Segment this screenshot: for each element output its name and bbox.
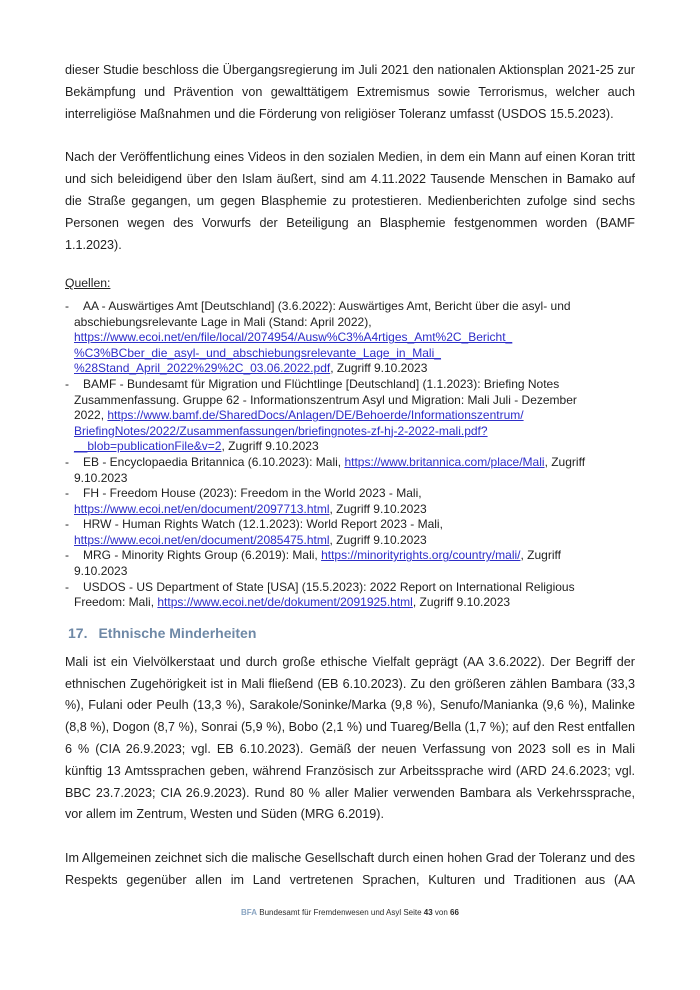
source-link[interactable]: BriefingNotes/2022/Zusammenfassungen/briefingnotes-zf-hj-2-2022-mali.pdf? [74, 423, 488, 438]
source-text: BAMF - Bundesamt für Migration und Flüchtlinge [Deutschland] (1.1.2023): Briefing Notes [83, 376, 560, 391]
source-item [65, 580, 635, 611]
bullet-dash: - [65, 298, 69, 313]
footer-page-total: 66 [450, 908, 459, 917]
source-link[interactable]: https://www.ecoi.net/en/document/2085475.html [74, 532, 330, 547]
bullet-dash: - [65, 579, 69, 594]
source-text: USDOS - US Department of State [USA] (15.5.2023): 2022 Report on International Religious [83, 579, 575, 594]
source-link[interactable]: https://www.bamf.de/SharedDocs/Anlagen/DE/Behoerde/Informationszentrum/ [107, 408, 524, 423]
paragraph-action-plan: dieser Studie beschloss die Übergangsregierung im Juli 2021 den nationalen Aktionsplan 2021-25 zur Bekämpfung und Prävention von gewalttätigem Extremismus sowie Terrorismus, welcher auch interreligiöse Maßnahmen und die Förderung von religiöser Toleranz umfasst (USDOS 15.5.2023). [65, 63, 635, 121]
bullet-dash: - [65, 376, 69, 391]
source-text: FH - Freedom House (2023): Freedom in the World 2023 - Mali, [83, 486, 422, 501]
source-text: Zusammenfassung. Gruppe 62 - Informationszentrum Asyl und Migration: Mali Juli - Dezember [74, 392, 577, 407]
source-text: , Zugriff 9.10.2023 [329, 532, 427, 547]
source-link[interactable]: https://www.ecoi.net/en/file/local/2074954/Ausw%C3%A4rtiges_Amt%2C_Bericht_ [74, 330, 513, 345]
section-body [65, 652, 635, 892]
section-heading [65, 624, 635, 642]
source-text: AA - Auswärtiges Amt [Deutschland] (3.6.2022): Auswärtiges Amt, Bericht über die asyl- und [83, 298, 571, 313]
source-link[interactable]: https://www.ecoi.net/de/dokument/2091925.html [157, 595, 413, 610]
paragraph-tolerance: Im Allgemeinen zeichnet sich die malische Gesellschaft durch einen hohen Grad der Toleranz und des Respekts gegenüber allen im Land vertretenen Sprachen, Kulturen und Traditionen aus (AA [65, 851, 635, 888]
bullet-dash: - [65, 486, 69, 501]
source-item [65, 377, 635, 455]
source-item [65, 486, 635, 517]
sources-heading [65, 276, 635, 292]
source-item [65, 455, 635, 486]
source-item [65, 517, 635, 548]
source-text: HRW - Human Rights Watch (12.1.2023): World Report 2023 - Mali, [83, 517, 443, 532]
source-item [65, 548, 635, 579]
source-text: 9.10.2023 [74, 564, 128, 579]
source-link[interactable]: https://www.ecoi.net/en/document/2097713.html [74, 501, 330, 516]
source-text: , Zugriff 9.10.2023 [221, 439, 319, 454]
source-text: , Zugriff 9.10.2023 [330, 361, 428, 376]
footer-org-name: Bundesamt für Fremdenwesen und Asyl Seite [257, 908, 424, 917]
footer-org-abbr: BFA [241, 908, 258, 917]
source-text: , Zugriff [544, 454, 586, 469]
page-footer [0, 908, 700, 918]
source-text: 2022, [74, 408, 108, 423]
source-text: , Zugriff [520, 548, 561, 563]
source-text: Freedom: Mali, [74, 595, 158, 610]
paragraph-ethnic-groups: Mali ist ein Vielvölkerstaat und durch große ethische Vielfalt geprägt (AA 3.6.2022). Der Begriff der ethnischen Zugehörigkeit ist in Mali fließend (EB 6.10.2023). Zu den größeren zählen Bambara (33,3 %), Fulani oder Peulh (13,3 %), Sarakole/Soninke/Marka (9,8 %), Senufo/Manianka (9,6 %), Malinke (8,8 %), Dogon (8,7 %), Sonrai (5,9 %), Bobo (2,1 %) und Tuareg/Bella (1,7 %); auf den Rest entfallen 6 % (CIA 26.9.2023; vgl. EB 6.10.2023). Gemäß der neuen Verfassung von 2023 soll es in Mali künftig 13 Amtssprachen geben, während Französisch zur Arbeitssprache wird (ARD 24.6.2023; vgl. BBC 23.7.2023; CIA 26.9.2023). Rund 80 % aller Malier verwenden Bambara als Verkehrssprache, vor allem im Zentrum, Westen und Süden (MRG 6.2019). [65, 654, 635, 822]
source-text: EB - Encyclopaedia Britannica (6.10.2023): Mali, [83, 454, 345, 469]
source-text: abschiebungsrelevante Lage in Mali (Stand: April 2022), [74, 314, 372, 329]
footer-page-separator: von [432, 908, 451, 917]
source-text: 9.10.2023 [74, 470, 128, 485]
sources-heading-label: Quellen: [65, 276, 111, 291]
source-text: , Zugriff 9.10.2023 [412, 595, 511, 610]
source-link[interactable]: %C3%BCber_die_asyl-_und_abschiebungsrelevante_Lage_in_Mali_ [74, 345, 441, 360]
footer-page-current: 43 [423, 908, 433, 917]
bullet-dash: - [65, 454, 69, 469]
source-link[interactable]: https://www.britannica.com/place/Mali [344, 454, 545, 469]
source-text: MRG - Minority Rights Group (6.2019): Mali, [83, 548, 322, 563]
source-item [65, 299, 635, 377]
bullet-dash: - [65, 517, 69, 532]
section-number: 17. [68, 624, 88, 641]
bullet-dash: - [65, 548, 69, 563]
section-title: Ethnische Minderheiten [98, 624, 257, 641]
sources-list [65, 299, 635, 611]
paragraph-blasphemy-protest: Nach der Veröffentlichung eines Videos in den sozialen Medien, in dem ein Mann auf einen Koran tritt und sich beleidigend über den Islam äußert, sind am 4.11.2022 Tausende Menschen in Bamako auf die Straße gegangen, um gegen Blasphemie zu protestieren. Medienberichten zufolge sind sechs Personen wegen des Vorwurfs der Beteiligung an Blasphemie festgenommen worden (BAMF 1.1.2023). [65, 150, 635, 252]
source-text: , Zugriff 9.10.2023 [329, 501, 427, 516]
source-link[interactable]: https://minorityrights.org/country/mali/ [321, 548, 521, 563]
source-link[interactable]: %28Stand_April_2022%29%2C_03.06.2022.pdf [74, 361, 331, 376]
source-link[interactable]: __blob=publicationFile&v=2 [74, 439, 222, 454]
